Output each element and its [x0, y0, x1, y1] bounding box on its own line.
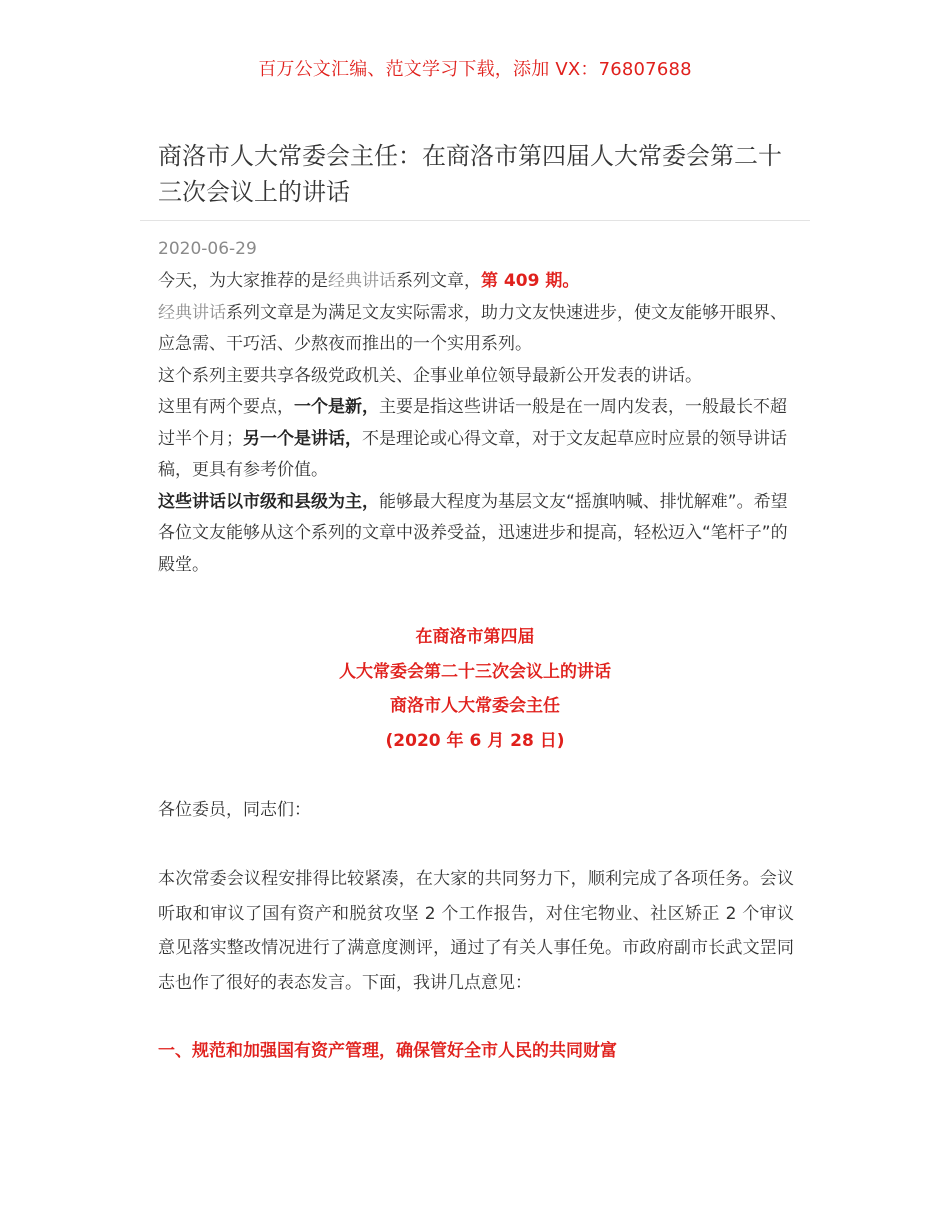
key-point-new: 一个是新， — [294, 397, 379, 417]
promo-banner: 百万公文汇编、范文学习下载，添加 VX：76807688 — [258, 59, 692, 80]
intro-p5-b: 能够最大程度为基层文友“摇旗呐喊、排忧解难”。希望各位文友能够从这个系列的文章中汲养受益，迅速进步和提高，轻松迈入“笔杆子”的殿堂。 — [158, 491, 788, 575]
speech-heading-line-1: 在商洛市第四届 — [415, 627, 535, 647]
intro-p4-c: 主要是指这些讲话一般是在一周内发表，一般最长不超过半个月； — [158, 397, 787, 449]
intro-p4-e: 不是理论或心得文章，对于文友起草应时应景的领导讲话稿，更具有参考价值。 — [158, 428, 787, 480]
intro-p1-middle: 系列文章， — [396, 271, 481, 291]
salutation: 各位委员，同志们： — [158, 800, 311, 820]
article-title: 商洛市人大常委会主任：在商洛市第四届人大常委会第二十三次会议上的讲话 — [158, 142, 782, 206]
series-name: 经典讲话 — [328, 271, 396, 291]
intro-paragraph-1 — [158, 266, 794, 298]
key-point-level: 这些讲话以市级和县级为主， — [158, 491, 379, 512]
speech-heading-line-4: (2020 年 6 月 28 日) — [385, 730, 565, 751]
issue-number: 第 409 期。 — [481, 271, 580, 291]
key-point-speech: 另一个是讲话， — [243, 428, 362, 449]
intro-p2-text: 系列文章是为满足文友实际需求，助力文友快速进步，使文友能够开眼界、应急需、干巧活、少熬夜而推出的一个实用系列。 — [158, 302, 787, 354]
series-name: 经典讲话 — [158, 302, 226, 323]
intro-p1-prefix: 今天，为大家推荐的是 — [158, 271, 328, 291]
intro-paragraph-3: 这个系列主要共享各级党政机关、企事业单位领导最新公开发表的讲话。 — [158, 365, 702, 386]
title-divider — [140, 220, 810, 221]
speech-heading — [0, 620, 950, 758]
speech-heading-line-2: 人大常委会第二十三次会议上的讲话 — [339, 661, 611, 682]
section-heading-1: 一、规范和加强国有资产管理，确保管好全市人民的共同财富 — [158, 1041, 617, 1061]
intro-paragraph-5 — [158, 487, 794, 582]
intro-p4-a: 这里有两个要点， — [158, 397, 294, 417]
publish-date: 2020-06-29 — [158, 239, 257, 259]
intro-section — [158, 266, 794, 581]
speech-paragraph-1: 本次常委会议程安排得比较紧凑，在大家的共同努力下，顺利完成了各项任务。会议听取和审议了国有资产和脱贫攻坚 2 个工作报告，对住宅物业、社区矫正 2 个审议意见落实整改情况进行了满意度测评，通过了有关人事任免。市政府副市长武文罡同志也作了很好的表态发言。下面，我讲几点意见： — [158, 869, 794, 993]
speech-heading-line-3: 商洛市人大常委会主任 — [390, 696, 560, 716]
intro-paragraph-2 — [158, 298, 794, 361]
intro-paragraph-4 — [158, 392, 794, 487]
